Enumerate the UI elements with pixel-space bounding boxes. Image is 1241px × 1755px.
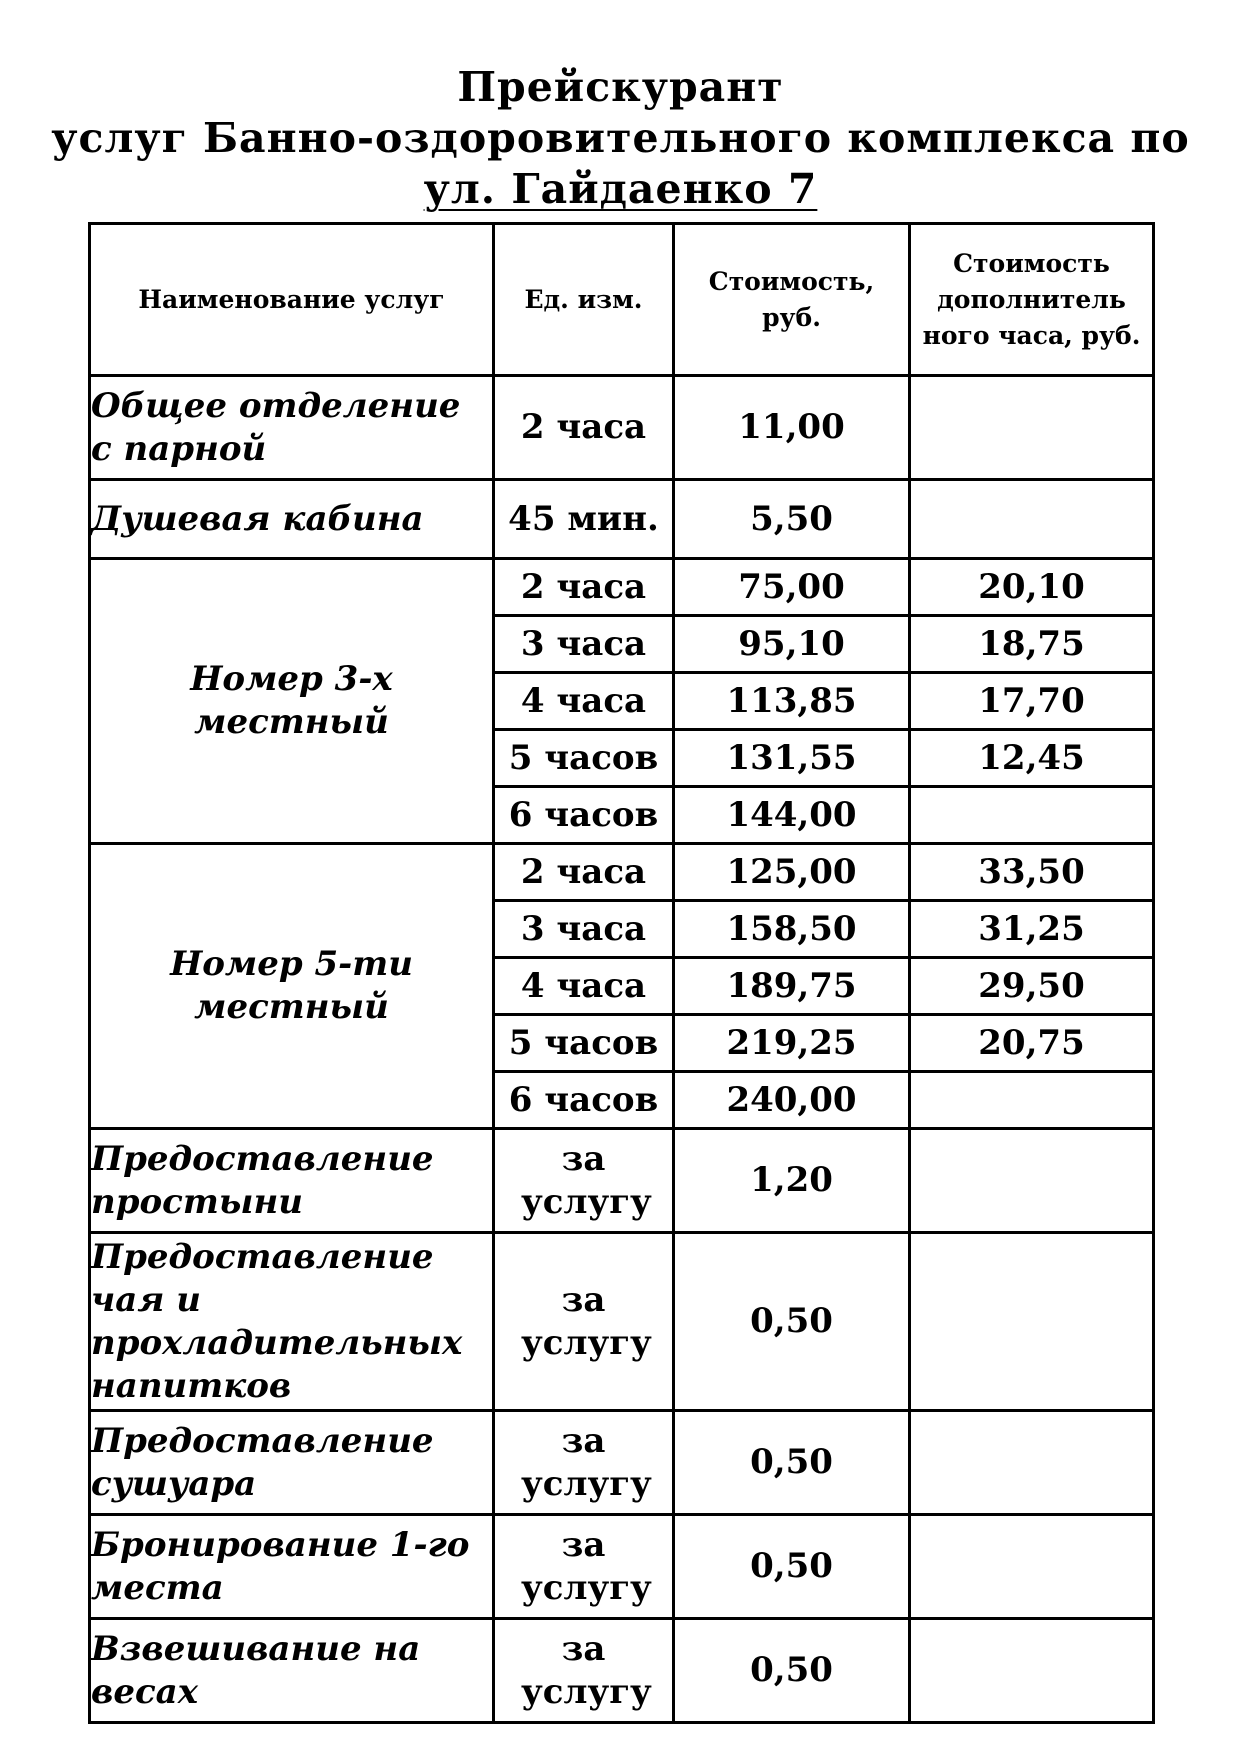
table-row	[90, 1233, 1154, 1411]
price-table	[88, 222, 1155, 1724]
extra-hour-cell: 18,75	[910, 616, 1154, 673]
title-line-2: услуг Банно-оздоровительного комплекса по	[51, 114, 1190, 162]
extra-hour-cell	[910, 1233, 1154, 1411]
service-name: Номер 3-х местный	[90, 559, 494, 844]
price-cell: 219,25	[674, 1015, 910, 1072]
price-cell: 189,75	[674, 958, 910, 1015]
price-cell: 0,50	[674, 1619, 910, 1723]
header-row	[90, 224, 1154, 376]
extra-hour-cell	[910, 1515, 1154, 1619]
unit-cell: 4 часа	[494, 958, 674, 1015]
extra-hour-cell: 29,50	[910, 958, 1154, 1015]
extra-hour-cell	[910, 376, 1154, 480]
title-line-3: ул. Гайдаенко 7	[423, 165, 818, 213]
header-unit: Ед. изм.	[494, 224, 674, 376]
price-cell: 144,00	[674, 787, 910, 844]
table-row	[90, 376, 1154, 480]
price-cell: 125,00	[674, 844, 910, 901]
table-row	[90, 1129, 1154, 1233]
document-title	[0, 62, 1241, 215]
service-name: Предоставление сушуара	[90, 1411, 494, 1515]
extra-hour-cell	[910, 480, 1154, 559]
price-cell: 0,50	[674, 1411, 910, 1515]
unit-cell: 5 часов	[494, 730, 674, 787]
service-name: Бронирование 1-го места	[90, 1515, 494, 1619]
table-row	[90, 480, 1154, 559]
header-extra: Стоимость дополнитель ного часа, руб.	[910, 224, 1154, 376]
price-cell: 158,50	[674, 901, 910, 958]
extra-hour-cell	[910, 1619, 1154, 1723]
extra-hour-cell: 17,70	[910, 673, 1154, 730]
unit-cell: за услугу	[494, 1619, 674, 1723]
extra-hour-cell	[910, 1072, 1154, 1129]
extra-hour-cell	[910, 1411, 1154, 1515]
unit-cell: 3 часа	[494, 901, 674, 958]
unit-cell: за услугу	[494, 1129, 674, 1233]
price-cell: 95,10	[674, 616, 910, 673]
unit-cell: 4 часа	[494, 673, 674, 730]
extra-hour-cell: 20,75	[910, 1015, 1154, 1072]
unit-cell: 2 часа	[494, 559, 674, 616]
unit-cell: 45 мин.	[494, 480, 674, 559]
price-cell: 0,50	[674, 1515, 910, 1619]
unit-cell: за услугу	[494, 1233, 674, 1411]
price-cell: 113,85	[674, 673, 910, 730]
unit-cell: 6 часов	[494, 787, 674, 844]
unit-cell: за услугу	[494, 1411, 674, 1515]
table-row	[90, 559, 1154, 616]
header-name: Наименование услуг	[90, 224, 494, 376]
unit-cell: 2 часа	[494, 376, 674, 480]
price-cell: 75,00	[674, 559, 910, 616]
service-name: Предоставление чая и прохладительных напитков	[90, 1233, 494, 1411]
price-cell: 240,00	[674, 1072, 910, 1129]
title-line-1: Прейскурант	[457, 63, 784, 111]
price-cell: 5,50	[674, 480, 910, 559]
service-name: Душевая кабина	[90, 480, 494, 559]
table-row	[90, 844, 1154, 901]
price-cell: 131,55	[674, 730, 910, 787]
unit-cell: 6 часов	[494, 1072, 674, 1129]
extra-hour-cell: 12,45	[910, 730, 1154, 787]
unit-cell: 2 часа	[494, 844, 674, 901]
extra-hour-cell	[910, 787, 1154, 844]
service-name: Предоставление простыни	[90, 1129, 494, 1233]
unit-cell: за услугу	[494, 1515, 674, 1619]
price-cell: 0,50	[674, 1233, 910, 1411]
table-row	[90, 1515, 1154, 1619]
service-name: Общее отделение с парной	[90, 376, 494, 480]
unit-cell: 5 часов	[494, 1015, 674, 1072]
service-name: Номер 5-ти местный	[90, 844, 494, 1129]
unit-cell: 3 часа	[494, 616, 674, 673]
price-cell: 1,20	[674, 1129, 910, 1233]
extra-hour-cell: 20,10	[910, 559, 1154, 616]
extra-hour-cell: 33,50	[910, 844, 1154, 901]
header-price: Стоимость, руб.	[674, 224, 910, 376]
table-row	[90, 1411, 1154, 1515]
table-row	[90, 1619, 1154, 1723]
price-cell: 11,00	[674, 376, 910, 480]
extra-hour-cell	[910, 1129, 1154, 1233]
service-name: Взвешивание на весах	[90, 1619, 494, 1723]
extra-hour-cell: 31,25	[910, 901, 1154, 958]
